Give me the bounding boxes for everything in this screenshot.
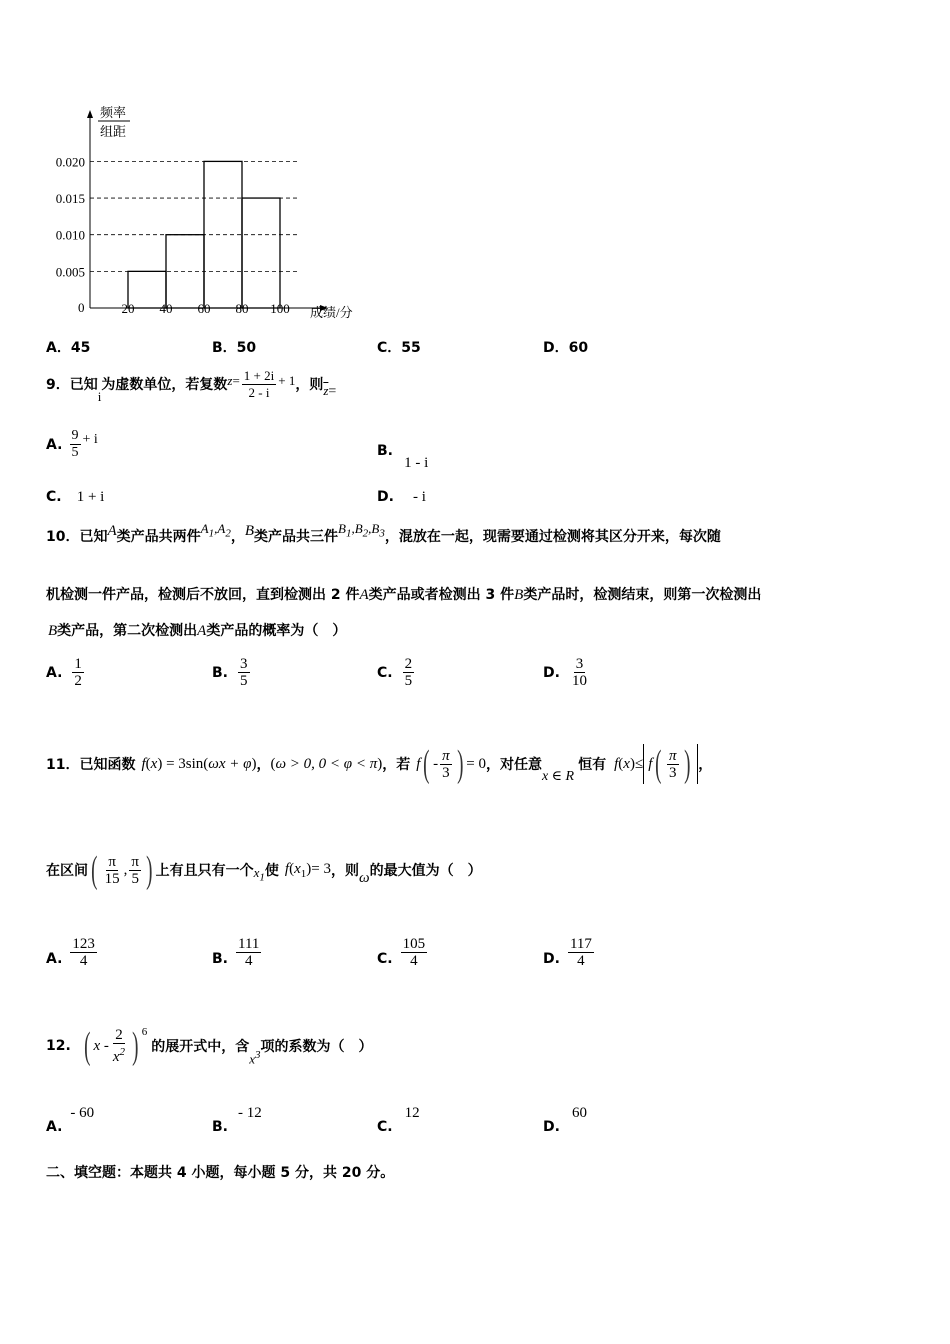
- comma: ,: [351, 521, 355, 536]
- q10-option-b[interactable]: [212, 656, 252, 689]
- subscript: 1: [259, 871, 265, 884]
- exponent: 2: [119, 1046, 126, 1058]
- var-omega: ω: [358, 869, 370, 886]
- equals-3: = 3: [311, 860, 331, 877]
- option-letter: A.: [46, 1119, 63, 1135]
- func-f: f: [614, 755, 619, 772]
- numerator: 111: [238, 936, 260, 952]
- expr-x: x -: [93, 1037, 109, 1054]
- func-f: f: [416, 755, 421, 772]
- option-text: - i: [413, 489, 426, 505]
- var-a2: A: [217, 521, 226, 536]
- var-b1: B: [337, 521, 346, 536]
- var-x: x: [623, 755, 630, 772]
- stem-text: 的最大值为（ ）: [369, 863, 482, 879]
- origin-label: 0: [78, 300, 85, 315]
- stem-text: 在区间: [46, 863, 88, 879]
- func-f: f: [284, 860, 290, 877]
- option-text: 12: [404, 1105, 420, 1121]
- y-tick-label: 0.005: [55, 264, 85, 280]
- option-text: 60: [571, 1105, 587, 1121]
- stem-text: 类产品的概率为（ ）: [206, 623, 347, 639]
- numerator: 3: [240, 656, 248, 672]
- subscript: 1: [345, 527, 352, 540]
- stem-text: ，若: [382, 757, 411, 773]
- stem-text: 项的系数为（ ）: [260, 1039, 373, 1055]
- q12-option-b[interactable]: [212, 1102, 262, 1135]
- equals-3sin: = 3sin: [166, 755, 204, 772]
- stem-text: 的展开式中，含: [151, 1039, 250, 1055]
- var-x1: x: [294, 860, 301, 877]
- numerator: 123: [72, 936, 95, 952]
- denominator: 5: [131, 870, 139, 887]
- question-number: 12.: [46, 1038, 71, 1054]
- denominator: 5: [404, 673, 413, 689]
- denominator: 2 - i: [248, 385, 270, 400]
- option-letter: B.: [212, 665, 228, 681]
- q8-option-c[interactable]: [377, 337, 421, 357]
- x-tick-label: 20: [121, 301, 135, 316]
- numerator: 2: [115, 1027, 123, 1043]
- y-tick-label: 0.010: [55, 227, 85, 243]
- denominator: 3: [669, 764, 677, 781]
- var-a1: A: [200, 521, 209, 536]
- q9-option-a[interactable]: [46, 428, 98, 461]
- y-tick-label: 0.020: [55, 154, 85, 170]
- x-tick-label: 40: [159, 301, 173, 316]
- q11-stem-line1: 11． 已知函数 f(x) = 3sin(ωx + φ) ， (ω > 0, 0 < φ < π) ，若 f ( - $\frac{\pi}{3}$ ) = 0 ，对任意 x ∈ R 恒有 f ( x ) ≤ f ( $\frac{\pi}{3}$ ) ，: [46, 743, 713, 785]
- stem-text: ，则: [330, 863, 359, 879]
- stem-text: 机检测一件产品，检测后不放回，直到检测出 2 件: [46, 587, 360, 603]
- q12-option-d[interactable]: [543, 1102, 587, 1135]
- var-b3: B: [371, 521, 380, 536]
- option-letter: C.: [377, 1119, 393, 1135]
- stem-text: 恒有: [578, 757, 607, 773]
- numerator: 105: [402, 936, 426, 952]
- q12-stem: 12. ( x - $\frac{2}{x^2}$ ) $^6$ 的展开式中，含 $x^3$ 项的系数为（ ）: [46, 1025, 373, 1067]
- var-b: B: [48, 623, 58, 639]
- q11-option-a[interactable]: [46, 936, 99, 969]
- comma: ,: [368, 521, 372, 536]
- q9-option-c[interactable]: [46, 486, 104, 506]
- fraction: [72, 656, 84, 689]
- conjugate-z: z: [323, 383, 329, 398]
- subscript: 1: [300, 867, 307, 880]
- stem-text: 已知函数: [79, 757, 136, 773]
- stem-text: 使: [264, 863, 279, 879]
- imaginary-unit: i: [97, 389, 102, 404]
- option-text: - 60: [70, 1105, 95, 1121]
- option-text: 50: [236, 340, 257, 356]
- denominator: 5: [240, 673, 248, 689]
- denominator: 4: [577, 953, 585, 969]
- option-text: 1 + i: [76, 489, 105, 505]
- stem-text: ，: [230, 529, 245, 545]
- numerator: 3: [575, 656, 584, 672]
- denominator: 3: [442, 764, 450, 781]
- stem-text: ，混放在一起，现需要通过检测将其区分开来，每次随: [384, 529, 721, 545]
- numerator: 2: [404, 656, 413, 672]
- stem-text: 上有且只有一个: [155, 863, 254, 879]
- fraction: [568, 936, 594, 969]
- option-letter: A．: [46, 340, 71, 356]
- q9-option-b[interactable]: [377, 440, 429, 471]
- option-text: 55: [401, 340, 421, 356]
- fraction: [401, 936, 428, 969]
- q11-option-c[interactable]: [377, 936, 429, 969]
- stem-text: ，对任意: [485, 757, 542, 773]
- q11-option-d[interactable]: [543, 936, 596, 969]
- q12-option-a[interactable]: [46, 1102, 95, 1135]
- fraction: [70, 936, 97, 969]
- var-x: x: [150, 755, 158, 772]
- var-z: z: [227, 373, 233, 388]
- equals: =: [328, 384, 337, 399]
- fraction: [403, 656, 415, 689]
- stem-text: 类产品共两件: [116, 529, 201, 545]
- stem-text: ，: [698, 757, 713, 773]
- option-letter: D.: [543, 951, 560, 967]
- subscript: 2: [225, 527, 231, 540]
- condition: ω > 0, 0 < φ < π: [275, 755, 378, 772]
- for-all-x: x ∈ R: [541, 768, 575, 784]
- section-heading-fill-in: 二、填空题：本题共 4 小题，每小题 5 分，共 20 分。: [46, 1165, 395, 1181]
- stem-text: 已知: [69, 377, 98, 393]
- argument: ωx + φ: [208, 755, 252, 772]
- option-letter: B.: [377, 443, 393, 459]
- numerator: π: [442, 747, 450, 764]
- q8-option-d[interactable]: [543, 337, 588, 357]
- numerator: 1: [74, 656, 82, 672]
- option-letter: D．: [543, 340, 569, 356]
- numerator: 1 + 2i: [243, 368, 275, 383]
- fraction: [236, 936, 261, 969]
- numerator: π: [131, 853, 139, 870]
- option-letter: B．: [212, 340, 237, 356]
- question-number: 9．: [46, 377, 70, 393]
- option-letter: D.: [377, 489, 394, 505]
- exponent: 3: [254, 1048, 261, 1061]
- stem-text: 类产品或者检测出 3 件: [368, 587, 515, 603]
- numerator: 9: [71, 428, 79, 443]
- denominator: 15: [104, 870, 120, 887]
- y-tick-label: 0.015: [55, 191, 85, 207]
- denominator: 4: [244, 953, 253, 969]
- q11-stem-line2: 在区间 ( $\frac{\pi}{15}$ , $\frac{\pi}{5}$ ) 上有且只有一个 $x_1$ 使 $f(x_1)= 3$ ，则 ω 的最大值为（ ）: [46, 849, 482, 891]
- option-letter: C．: [377, 340, 402, 356]
- subscript: 3: [379, 527, 385, 540]
- numerator: π: [669, 747, 677, 764]
- fraction: [570, 656, 589, 689]
- var-b: B: [514, 587, 524, 603]
- y-axis-label-bottom: 组距: [100, 124, 127, 139]
- question-number: 10．: [46, 529, 80, 545]
- numerator: π: [108, 853, 116, 870]
- option-letter: D.: [543, 665, 560, 681]
- var-a: A: [359, 587, 369, 603]
- option-letter: C.: [377, 951, 393, 967]
- stem-text: 类产品时，检测结束，则第一次检测出: [523, 587, 762, 603]
- x-tick-label: 80: [235, 301, 249, 316]
- q10-stem-line2: [46, 584, 761, 604]
- q10-option-d[interactable]: [543, 656, 591, 689]
- comma: ,: [214, 521, 218, 536]
- stem-text: 为虚数单位，若复数: [101, 377, 228, 393]
- option-letter: B.: [212, 951, 228, 967]
- numerator: 117: [569, 936, 592, 952]
- exponent: 6: [141, 1026, 148, 1038]
- x-tick-label: 100: [270, 301, 290, 316]
- stem-text: 已知: [79, 529, 108, 545]
- q10-option-a[interactable]: [46, 656, 86, 689]
- leq: ≤: [634, 755, 644, 772]
- q8-option-b[interactable]: [212, 337, 256, 357]
- subscript: 1: [208, 527, 215, 540]
- histogram-chart: [40, 100, 370, 330]
- denominator: 4: [410, 953, 418, 969]
- denominator: x: [112, 1049, 120, 1065]
- stem-text: ，则: [295, 377, 324, 393]
- x-tick-label: 60: [197, 301, 211, 316]
- fraction: [242, 368, 276, 401]
- option-letter: B.: [212, 1119, 228, 1135]
- q10-option-c[interactable]: [377, 656, 416, 689]
- equals: =: [232, 373, 240, 388]
- equals-zero: = 0: [466, 755, 486, 772]
- var-a: A: [107, 523, 117, 539]
- stem-text: 类产品共三件: [253, 529, 338, 545]
- var-x: x: [249, 1051, 255, 1067]
- var-x1: x: [253, 864, 260, 880]
- q12-option-c[interactable]: [377, 1102, 420, 1135]
- option-letter: C.: [377, 665, 393, 681]
- func-f: f: [141, 755, 146, 772]
- fraction: [70, 428, 81, 461]
- q9-option-d[interactable]: [377, 486, 426, 506]
- option-letter: D.: [543, 1119, 560, 1135]
- option-text: 1 - i: [404, 455, 429, 471]
- q10-stem-line3: [48, 620, 346, 640]
- subscript: 2: [362, 527, 369, 540]
- option-letter: A.: [46, 437, 63, 453]
- y-axis-label-top: 频率: [100, 105, 127, 120]
- option-letter: C.: [46, 489, 62, 505]
- option-letter: A.: [46, 951, 63, 967]
- stem-text: 类产品，第二次检测出: [57, 623, 198, 639]
- y-axis-arrow: [87, 110, 93, 118]
- option-text: 60: [568, 340, 589, 356]
- question-number: 11．: [46, 757, 80, 773]
- option-letter: A.: [46, 665, 63, 681]
- func-f: f: [648, 755, 653, 772]
- q11-option-b[interactable]: [212, 936, 263, 969]
- minus: -: [433, 755, 439, 772]
- denominator: 2: [74, 673, 82, 689]
- denominator: 10: [571, 673, 587, 689]
- option-text: - 12: [238, 1105, 262, 1121]
- x-axis-label: 成绩/分: [310, 305, 353, 320]
- stem-text: ，: [256, 757, 271, 773]
- q10-stem-line1: [46, 521, 721, 548]
- fraction: [238, 656, 250, 689]
- var-b2: B: [354, 521, 363, 536]
- denominator: 4: [79, 953, 88, 969]
- var-b: B: [244, 523, 254, 539]
- option-text: 45: [70, 340, 91, 356]
- q9-stem: [46, 368, 337, 404]
- option-text: + i: [82, 432, 98, 447]
- denominator: 5: [71, 445, 79, 460]
- var-a: A: [197, 623, 207, 639]
- plus-one: + 1: [278, 373, 296, 388]
- q8-option-a[interactable]: [46, 337, 90, 357]
- histogram-bar: [242, 198, 280, 308]
